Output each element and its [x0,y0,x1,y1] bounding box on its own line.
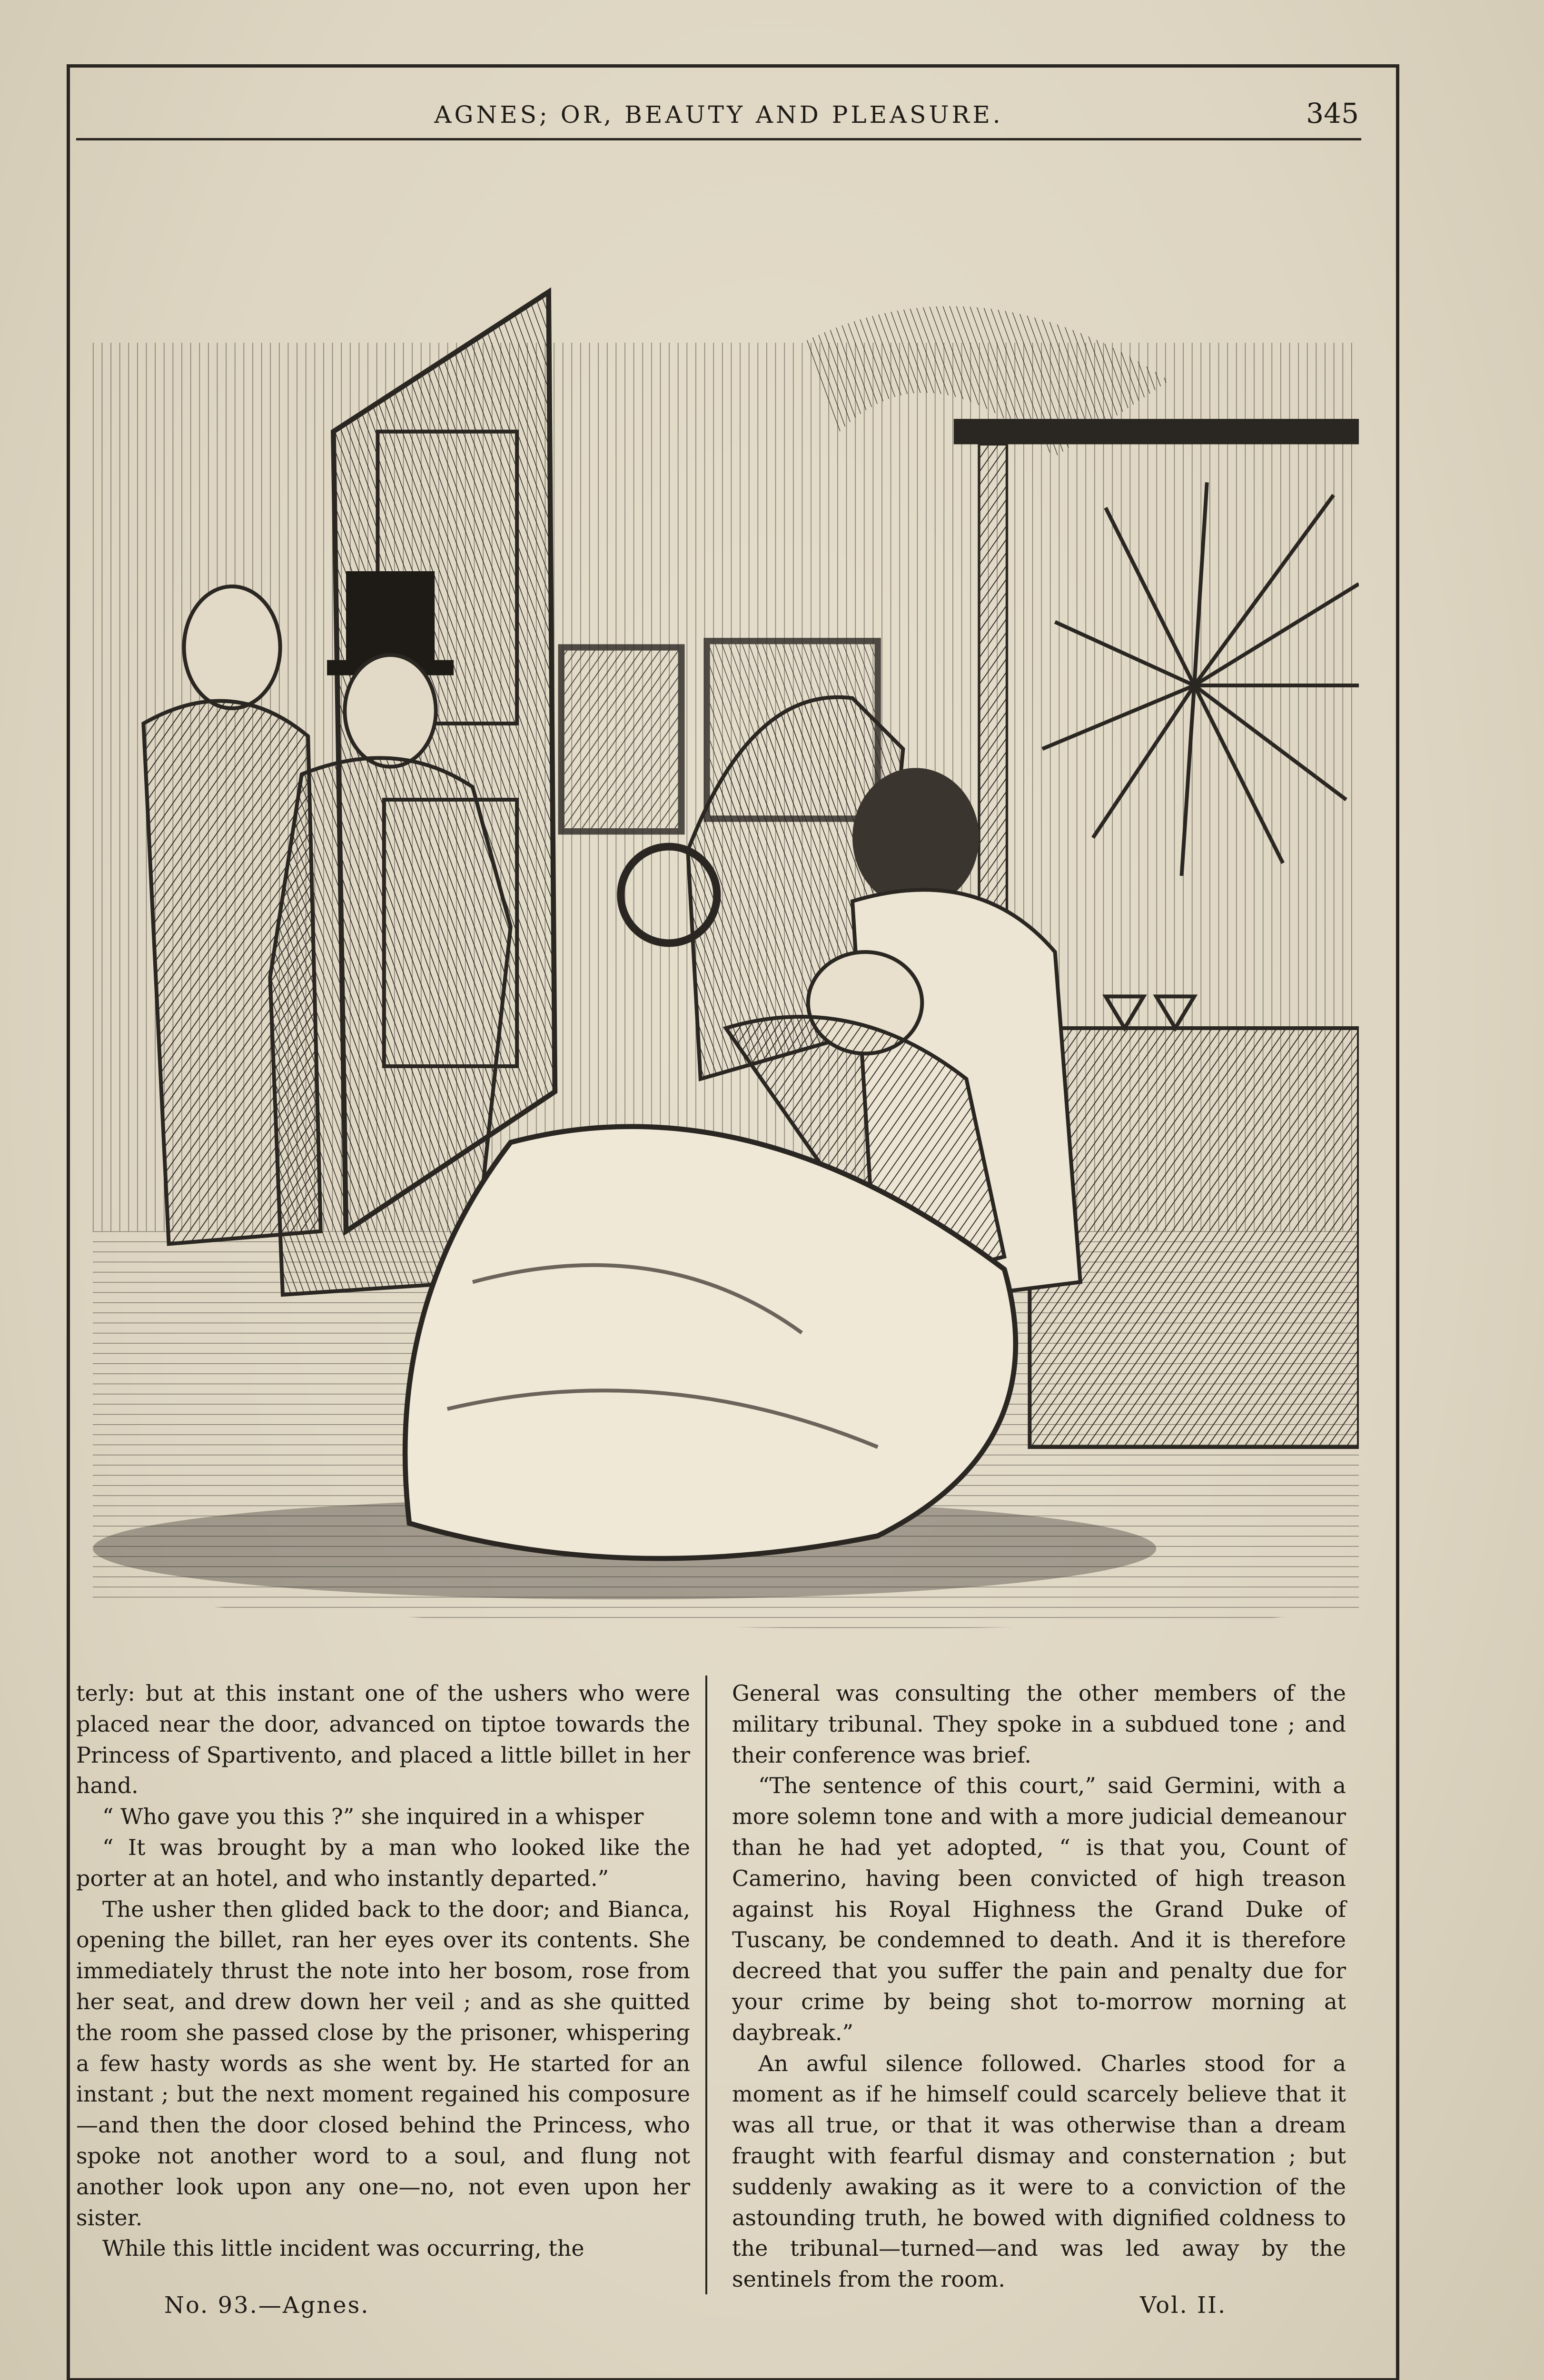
running-title: AGNES; OR, BEAUTY AND PLEASURE. [434,101,1003,129]
page-number: 345 [1306,97,1359,129]
paragraph: “ It was brought by a man who looked like the porter at an hotel, and who instantly departed.” [76,1834,690,1891]
paragraph: “ Who gave you this ?” she inquired in a whisper [102,1804,644,1830]
running-header [76,95,1361,140]
text-column-right [732,1678,1346,2306]
paragraph: General was consulting the other members of the military tribunal. They spoke in a subdued tone ; and their conference was brief. [732,1680,1346,1768]
paragraph: The usher then glided back to the door; and Bianca, opening the billet, ran her eyes over its contents. She immediately thrust the note into her bosom, rose from her seat, and drew down her veil ; and as she quitted the room she passed close by the prisoner, whispering a few hasty words as she went by. He started for an instant ; but the next moment regained his composure—and then the door closed behind the Princess, who spoke not another word to a soul, and flung not another look upon any one—no, not even upon her sister. [76,1896,690,2231]
footer-issue: No. 93.—Agnes. [164,2292,370,2319]
footer-volume: Vol. II. [1140,2292,1227,2319]
paragraph: terly: but at this instant one of the ushers who were placed near the door, advanced on tiptoe towards the Princess of Spartivento, and placed a little billet in her hand. [76,1680,690,1799]
engraving-illustration-icon [93,267,1359,1637]
paragraph: While this little incident was occurring, the [102,2235,584,2261]
column-divider [705,1676,707,2294]
paragraph: “The sentence of this court,” said Germini, with a more solemn tone and with a more judicial demeanour than he had yet adopted, “ is that you, Count of Camerino, having been convicted of high treason against his Royal Highness the Grand Duke of Tuscany, be condemned to death. And it is therefore decreed that you suffer the pain and penalty due for your crime by being shot to-morrow morning at daybreak.” [732,1773,1346,2045]
paragraph: An awful silence followed. Charles stood for a moment as if he himself could scarcely believe that it was all true, or that it was otherwise than a dream fraught with fearful dismay and consternation ; but suddenly awaking as it were to a conviction of the astounding truth, he bowed with dignified coldness to the tribunal—turned—and was led away by the sentinels from the room. [732,2050,1346,2292]
text-column-left [76,1678,690,2306]
